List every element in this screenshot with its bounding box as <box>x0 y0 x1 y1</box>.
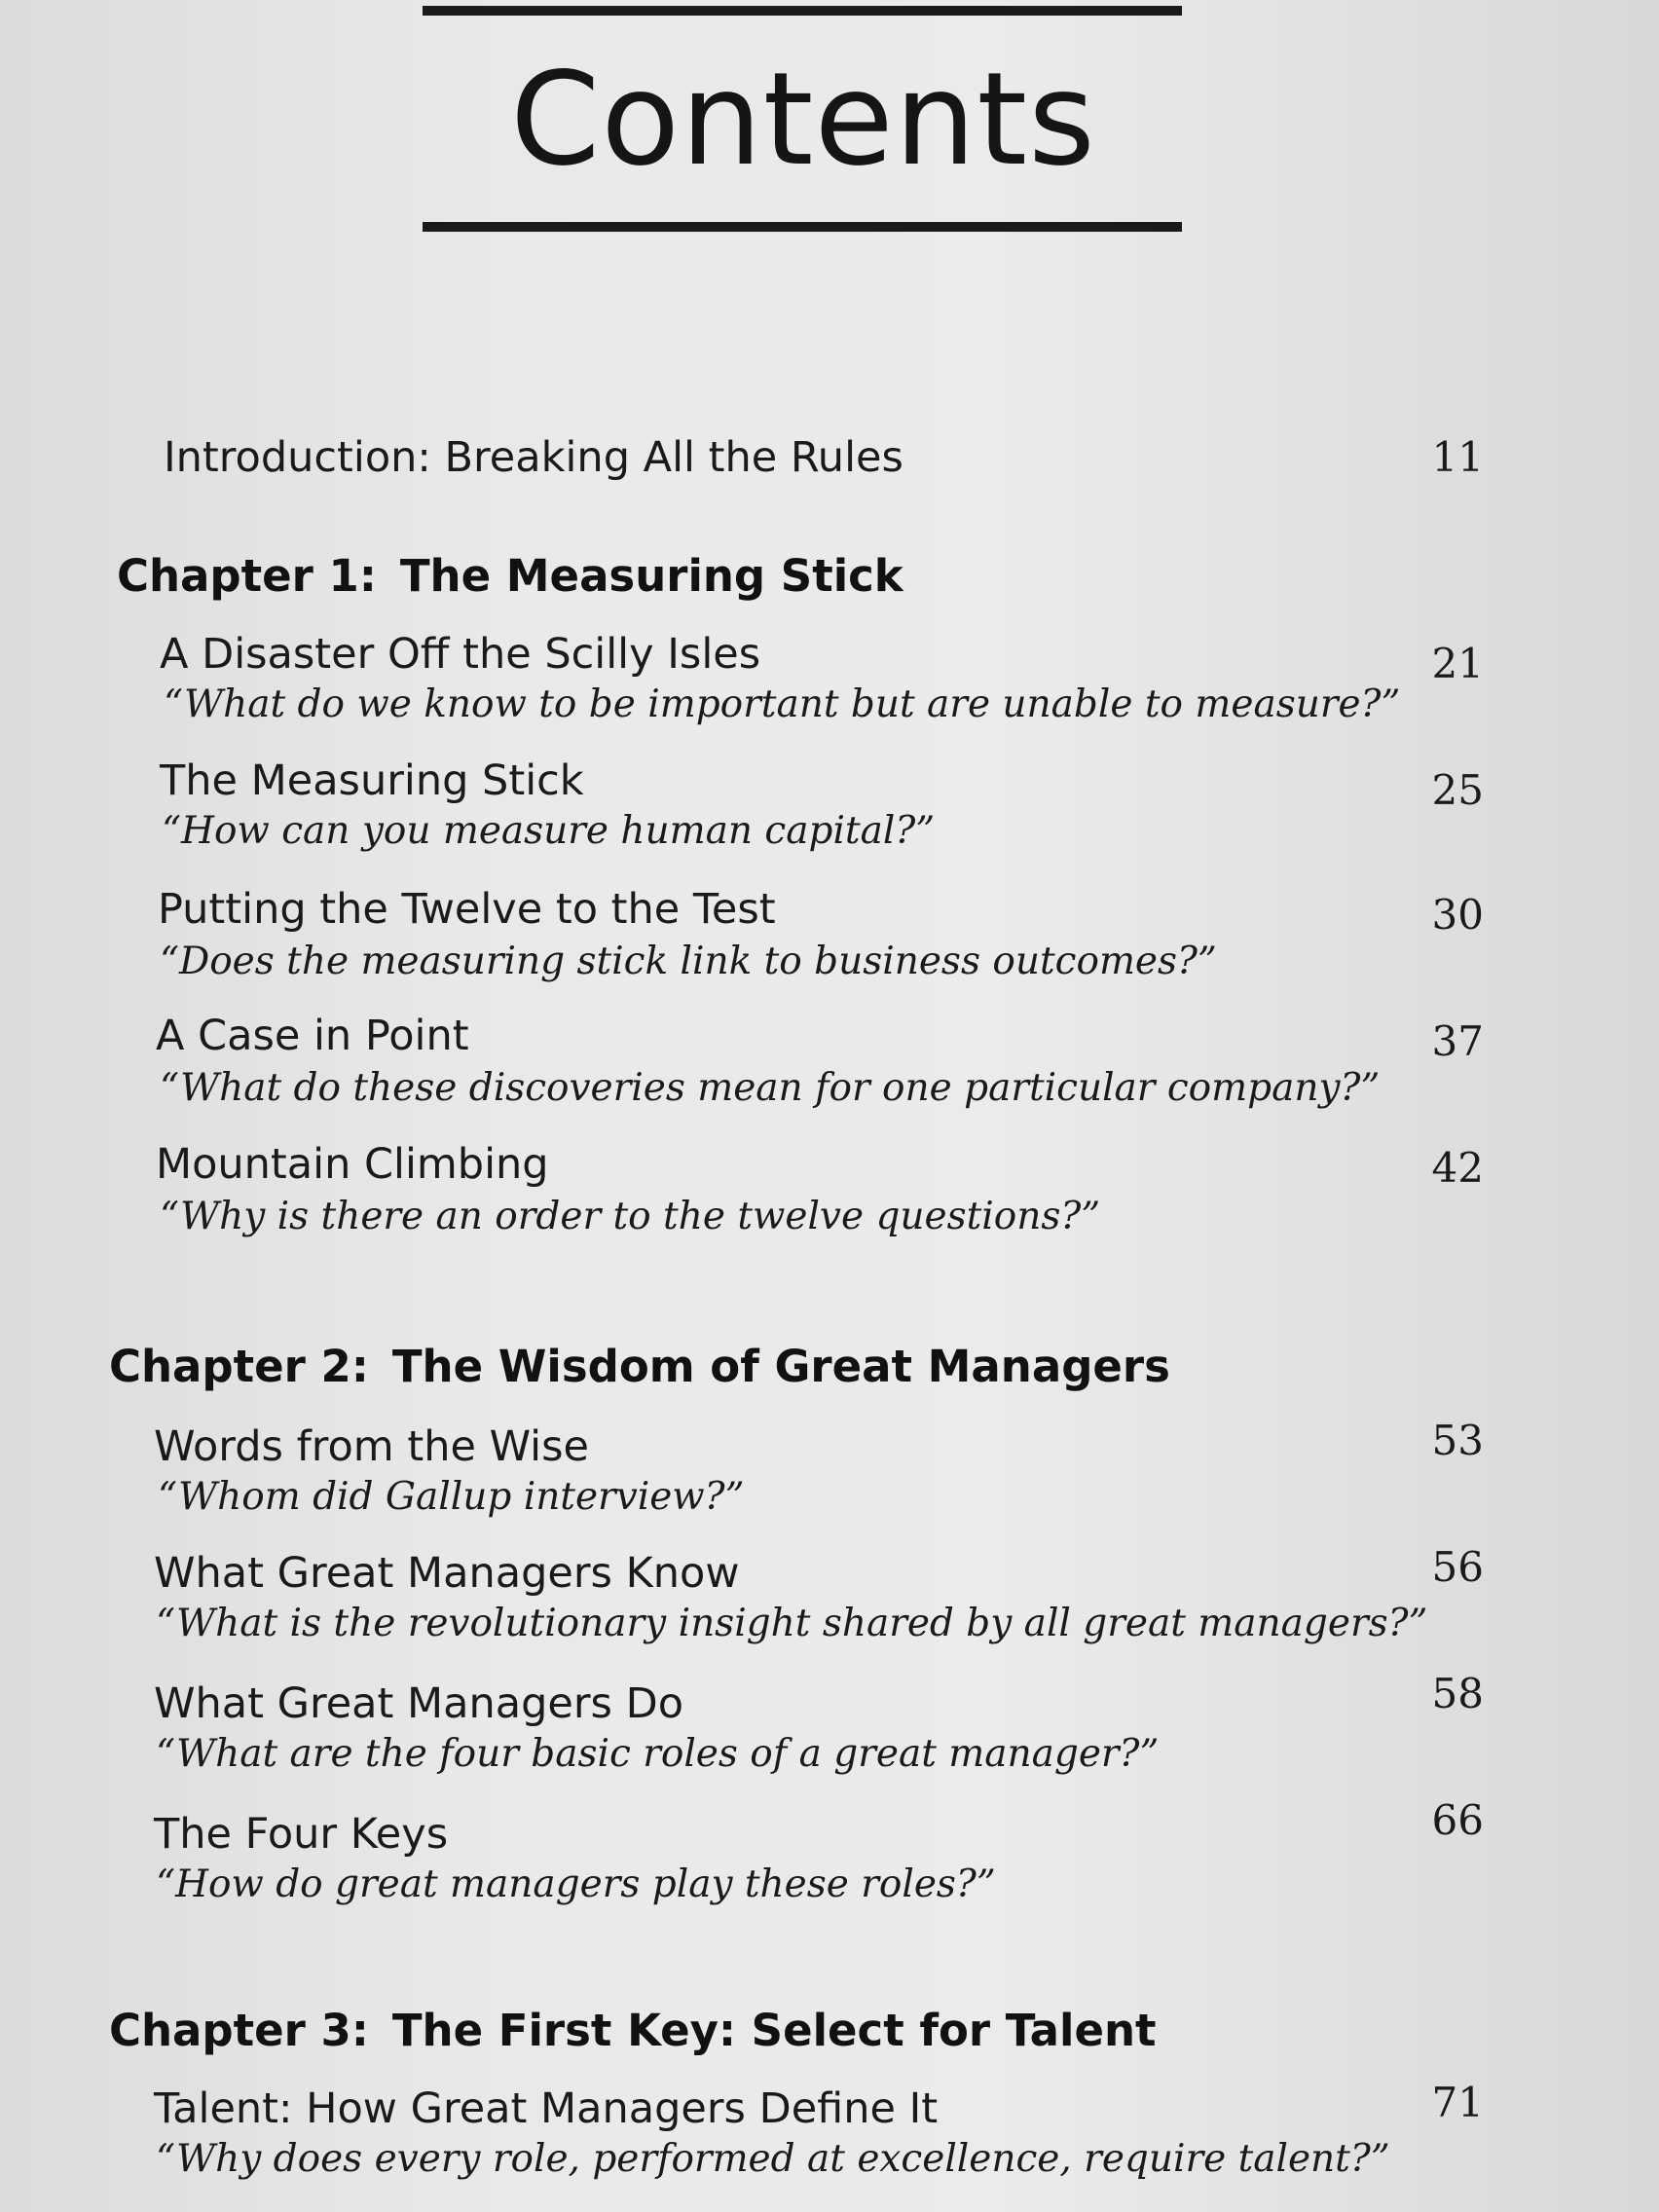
entry-title: The Measuring Stick <box>160 756 584 805</box>
entry-title: Words from the Wise <box>154 1422 589 1471</box>
entry-title: A Disaster Off the Scilly Isles <box>160 630 761 679</box>
entry-question: “What do these discoveries mean for one particular company?” <box>160 1066 1381 1110</box>
entry-title: What Great Managers Know <box>154 1549 740 1598</box>
chapter-heading-3 <box>109 2004 1157 2058</box>
chapter-number: Chapter 3: <box>109 2005 369 2056</box>
page-number: 56 <box>1431 1543 1484 1591</box>
entry-question: “How can you measure human capital?” <box>162 809 936 853</box>
page-number: 21 <box>1431 640 1484 687</box>
entry-question: “Why is there an order to the twelve questions?” <box>160 1195 1101 1238</box>
entry-question: “Whom did Gallup interview?” <box>158 1475 745 1519</box>
page-number: 53 <box>1431 1417 1484 1464</box>
chapter-heading-2 <box>109 1340 1170 1394</box>
entry-title: Introduction: Breaking All the Rules <box>164 433 903 482</box>
entry-question: “What are the four basic roles of a great manager?” <box>156 1732 1160 1776</box>
page-number: 71 <box>1431 2079 1484 2126</box>
page-number: 66 <box>1431 1796 1484 1844</box>
entry-title: Talent: How Great Managers Define It <box>154 2084 939 2133</box>
entry-title: The Four Keys <box>154 1810 449 1859</box>
entry-title: A Case in Point <box>156 1012 469 1060</box>
entry-question: “What do we know to be important but are unable to measure?” <box>164 682 1401 726</box>
entry-title: Putting the Twelve to the Test <box>158 885 776 934</box>
entry-question: “How do great managers play these roles?” <box>156 1862 996 1906</box>
title-underline <box>423 222 1182 232</box>
page-number: 42 <box>1431 1144 1484 1192</box>
entry-title: Mountain Climbing <box>156 1140 549 1189</box>
entry-question: “Why does every role, performed at excellence, require talent?” <box>156 2137 1390 2181</box>
entry-question: “Does the measuring stick link to business outcomes?” <box>160 940 1217 983</box>
chapter-number: Chapter 1: <box>117 550 377 602</box>
entry-title: What Great Managers Do <box>154 1679 684 1728</box>
page-number: 58 <box>1431 1670 1484 1717</box>
page-number: 30 <box>1431 891 1484 939</box>
chapter-heading-1 <box>117 549 903 604</box>
page-number: 25 <box>1431 766 1484 814</box>
page-title: Contents <box>510 45 1096 195</box>
chapter-title: The Wisdom of Great Managers <box>391 1341 1170 1392</box>
entry-question: “What is the revolutionary insight shared by all great managers?” <box>156 1602 1428 1645</box>
page-number: 37 <box>1431 1017 1484 1065</box>
chapter-title: The Measuring Stick <box>399 550 903 602</box>
chapter-number: Chapter 2: <box>109 1341 369 1392</box>
chapter-title: The First Key: Select for Talent <box>391 2005 1157 2056</box>
top-rule <box>423 6 1182 16</box>
page-number: 11 <box>1431 433 1484 481</box>
